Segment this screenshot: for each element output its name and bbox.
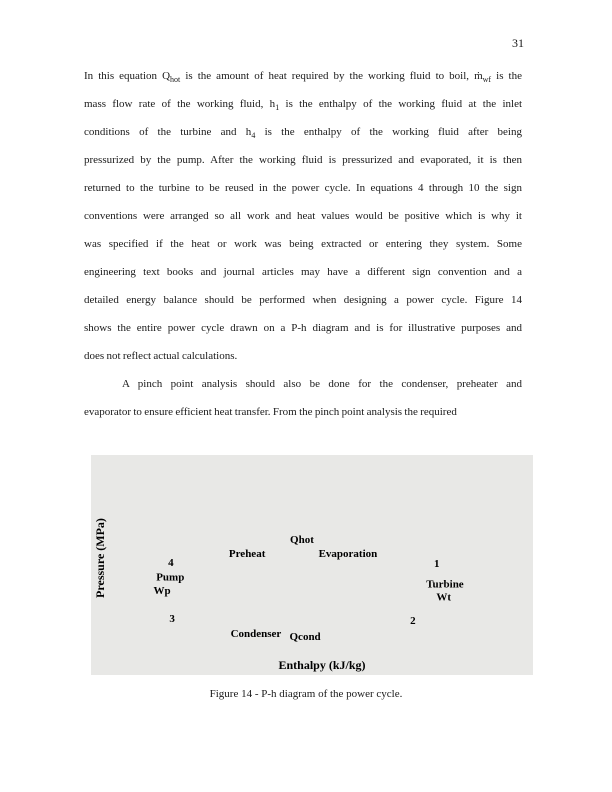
- chart-label: Turbine: [426, 578, 464, 591]
- text-line: returned to the turbine to be reused in the power cycle. In equations 4 through 10 the sign: [84, 182, 522, 194]
- text-line: evaporator to ensure efficient heat transfer. From the pinch point analysis the required: [84, 406, 457, 418]
- figure-ph-diagram: [91, 455, 533, 675]
- text-line: In this equation $Q_{hot}$ is the amount of heat required by the working fluid to boil, ṁ$_{wf}$ is the: [84, 70, 522, 85]
- chart-label: 1: [434, 557, 440, 570]
- chart-label: Evaporation: [318, 547, 378, 560]
- text-line: shows the entire power cycle drawn on a P-h diagram and is for illustrative purposes and: [84, 322, 522, 334]
- text-line: pressurized by the pump. After the working fluid is pressurized and evaporated, it is then: [84, 154, 522, 166]
- chart-label: Wp: [153, 584, 171, 597]
- body-text: [84, 62, 522, 426]
- text-line: detailed energy balance should be performed when designing a power cycle. Figure 14: [84, 294, 522, 306]
- ph-diagram-svg: [91, 455, 533, 675]
- figure-caption: Figure 14 - P-h diagram of the power cycle.: [209, 688, 403, 700]
- text-line: mass flow rate of the working fluid, $h_1$ is the enthalpy of the working fluid at the inlet: [84, 98, 522, 113]
- chart-label: Pump: [156, 571, 185, 584]
- page-number: 31: [512, 36, 524, 50]
- text-line: was specified if the heat or work was being extracted or entering they system. Some: [84, 238, 522, 250]
- chart-label: Condenser: [230, 628, 282, 641]
- chart-label: 4: [168, 557, 174, 570]
- chart-label: Preheat: [228, 547, 266, 560]
- text-line: engineering text books and journal articles may have a different sign convention and a: [84, 266, 522, 278]
- chart-label: 2: [410, 614, 416, 627]
- y-axis-title: Pressure (MPa): [93, 518, 107, 598]
- text-line: conventions were arranged so all work and heat values would be positive which is why it: [84, 210, 522, 222]
- chart-label: Wt: [436, 591, 452, 604]
- text-line: conditions of the turbine and $h_4$ is the enthalpy of the working fluid after being: [84, 126, 522, 141]
- chart-label: Enthalpy (kJ/kg): [278, 658, 366, 672]
- chart-label: 3: [169, 612, 175, 625]
- text-line: A pinch point analysis should also be done for the condenser, preheater and: [122, 378, 522, 390]
- chart-label: Qhot: [290, 533, 314, 546]
- chart-label: Qcond: [289, 631, 321, 644]
- text-line: does not reflect actual calculations.: [84, 350, 238, 362]
